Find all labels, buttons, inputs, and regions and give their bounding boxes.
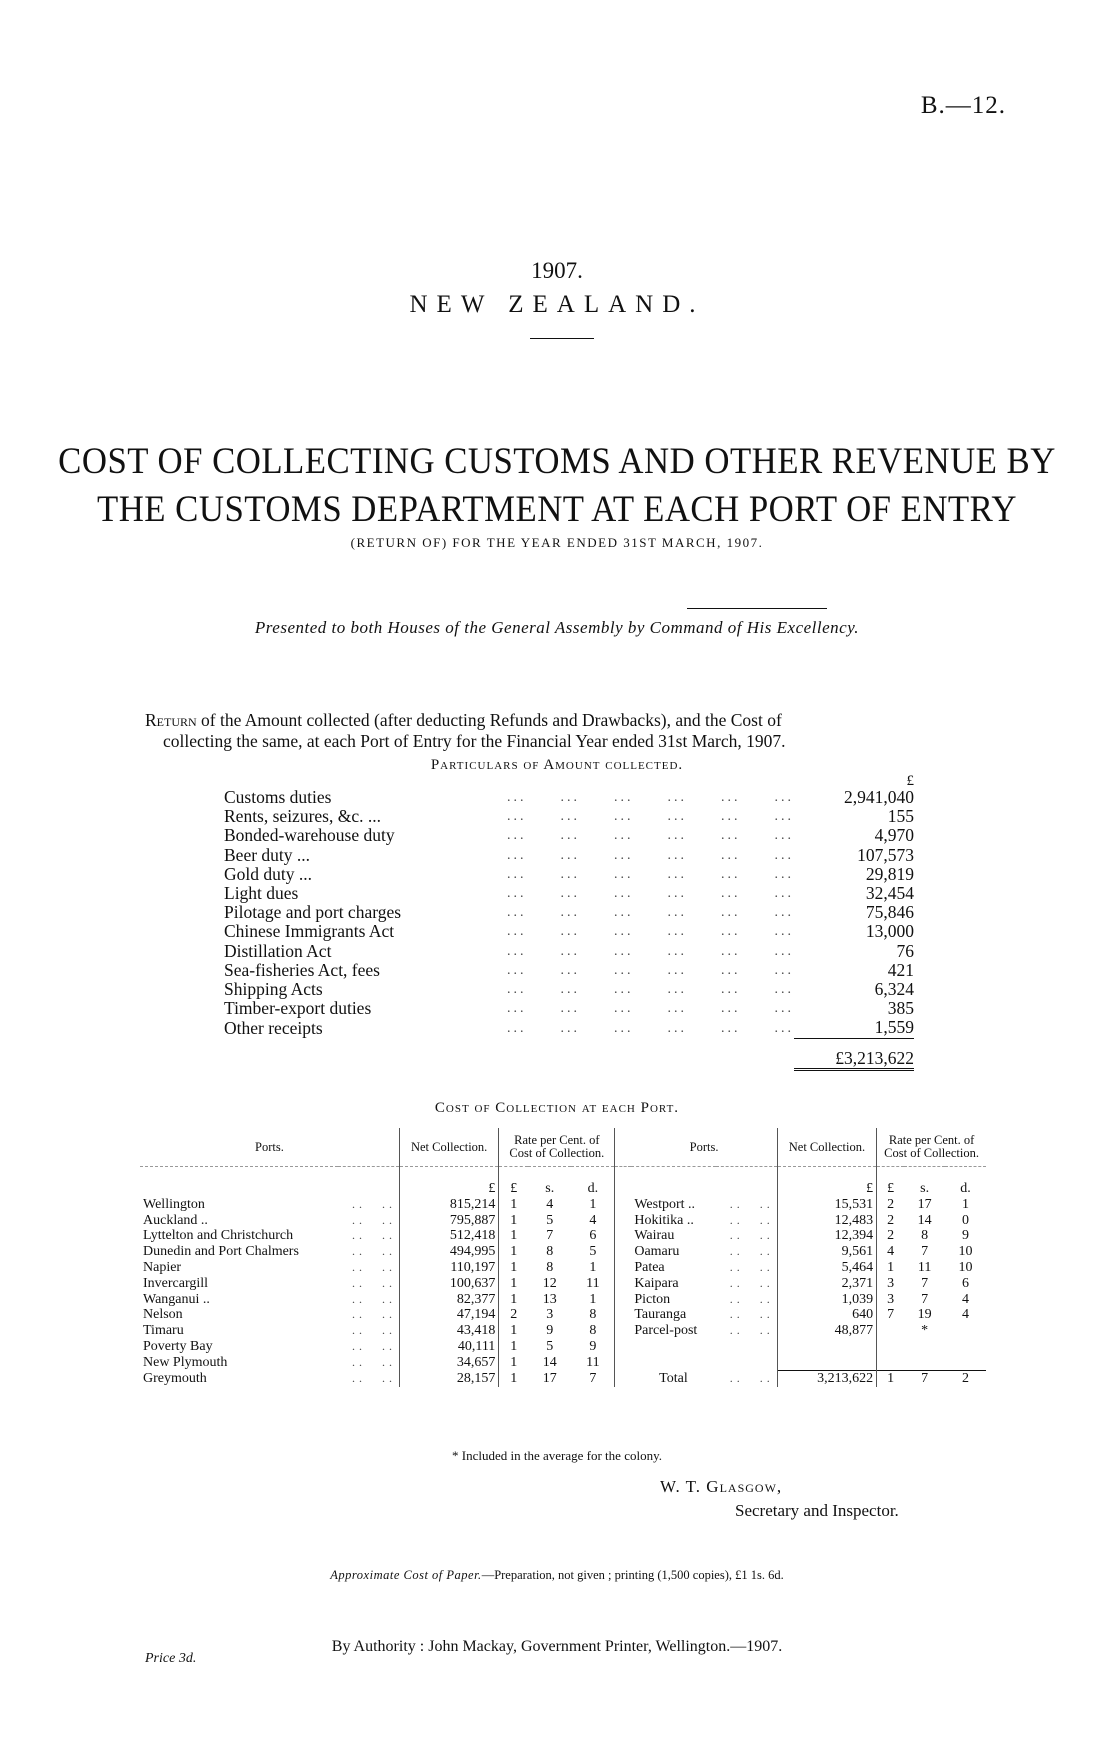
rate-pounds: 2: [877, 1228, 905, 1244]
particular-label: Beer duty ...: [224, 844, 311, 865]
cost-table: [140, 1128, 986, 1387]
port-name: Lyttelton and Christchurch: [143, 1228, 294, 1244]
rate-pounds: 1: [499, 1276, 528, 1292]
total-net: 3,213,622: [777, 1371, 876, 1387]
rate-pounds: 1: [877, 1260, 905, 1276]
leader-dots: .. ..: [351, 1275, 396, 1290]
particulars-row: [224, 807, 914, 826]
leader-dots: .. ..: [729, 1307, 774, 1322]
unit-s: s.: [545, 1181, 555, 1196]
rate-shillings: 7: [921, 1291, 929, 1307]
net-collection: 795,887: [399, 1213, 498, 1229]
price: Price 3d.: [145, 1651, 197, 1666]
table-row: [140, 1228, 986, 1244]
port-name: Parcel-post: [634, 1323, 698, 1339]
rate-pence: 5: [589, 1244, 597, 1260]
rate-shillings: *: [921, 1323, 929, 1339]
leader-dots: ... ... ... ... ... ...: [507, 790, 794, 805]
port-name: Wanganui ..: [143, 1291, 210, 1307]
return-intro: [145, 710, 990, 752]
particulars-total-row: [224, 1038, 914, 1069]
port-name: Poverty Bay: [143, 1338, 213, 1354]
particulars-table: [224, 774, 914, 1075]
particulars-rows: [224, 788, 914, 1038]
net-collection: 494,995: [399, 1244, 498, 1260]
rate-shillings: 4: [546, 1196, 554, 1212]
cost-rows: [140, 1167, 986, 1387]
units-row: [140, 1167, 986, 1197]
particular-label: Distillation Act: [224, 940, 332, 961]
net-header-left: Net Collection.: [399, 1128, 498, 1167]
rate-pounds: 1: [499, 1197, 528, 1213]
port-name: Picton: [634, 1291, 671, 1307]
total-label: Total: [659, 1370, 688, 1386]
year: 1907.: [531, 258, 583, 283]
rate-pence: 6: [962, 1275, 970, 1291]
presented-line: Presented to both Houses of the General Assembly by Command of His Excellency.: [254, 618, 860, 637]
rate-pence: 4: [589, 1212, 597, 1228]
particulars-row: [224, 1018, 914, 1038]
empty-cell: [877, 1339, 905, 1355]
rate-shillings: 9: [546, 1323, 554, 1339]
leader-dots: .. ..: [351, 1196, 396, 1211]
leader-dots: .. ..: [351, 1307, 396, 1322]
rate-pounds: 1: [499, 1228, 528, 1244]
unit-d: d.: [960, 1181, 971, 1196]
unit-l: £: [877, 1167, 905, 1197]
rate-pounds: 1: [499, 1260, 528, 1276]
unit-label: £: [906, 773, 914, 789]
particular-value: 385: [887, 998, 914, 1019]
total-rate-pounds: 1: [877, 1371, 905, 1387]
rate-pence: 4: [962, 1291, 970, 1307]
rate-pounds: 1: [499, 1213, 528, 1229]
rate-pounds: 7: [877, 1307, 905, 1323]
rate-pence: [945, 1323, 986, 1339]
port-name: Patea: [634, 1259, 665, 1275]
particular-label: Customs duties: [224, 787, 332, 807]
country: NEW ZEALAND.: [409, 291, 705, 318]
leader-dots: .. ..: [351, 1212, 396, 1227]
net-collection: 15,531: [777, 1197, 876, 1213]
leader-dots: .. ..: [729, 1259, 774, 1274]
rate-shillings: 17: [542, 1370, 557, 1386]
unit-pound: £: [399, 1167, 498, 1197]
divider: [687, 608, 827, 609]
rate-pounds: [877, 1323, 905, 1339]
particular-label: Timber-export duties: [224, 998, 372, 1019]
net-collection: 815,214: [399, 1197, 498, 1213]
particular-value: 76: [896, 940, 914, 961]
leader-dots: .. ..: [729, 1275, 774, 1290]
particular-value: 32,454: [865, 883, 914, 904]
approx-label: Approximate Cost of Paper.: [330, 1568, 482, 1582]
rate-pounds: 1: [499, 1355, 528, 1371]
leader-dots: ... ... ... ... ... ...: [507, 962, 794, 978]
net-collection: 9,561: [777, 1244, 876, 1260]
particular-value: 107,573: [857, 844, 914, 865]
empty-cell: [631, 1355, 715, 1371]
rate-pounds: 1: [499, 1371, 528, 1387]
table-row: [140, 1307, 986, 1323]
footnote: * Included in the average for the colony.: [452, 1448, 662, 1463]
unit-l: £: [499, 1167, 528, 1197]
title-line-2: THE CUSTOMS DEPARTMENT AT EACH PORT OF ENTRY: [97, 489, 1017, 530]
cost-heading: Cost of Collection at each Port.: [434, 1100, 680, 1116]
net-collection: 100,637: [399, 1276, 498, 1292]
rate-pounds: 2: [877, 1197, 905, 1213]
net-collection: 12,394: [777, 1228, 876, 1244]
port-name: Tauranga: [634, 1307, 687, 1323]
rate-shillings: 8: [546, 1259, 554, 1275]
leader-dots: .. ..: [351, 1354, 396, 1369]
table-row: [140, 1276, 986, 1292]
intro-text: of the Amount collected (after deducting Refunds and Drawbacks), and the Cost of: [196, 710, 782, 730]
leader-dots: .. ..: [729, 1228, 774, 1243]
particular-value: 155: [887, 806, 914, 827]
table-row: [140, 1323, 986, 1339]
document-reference: B.—12.: [920, 92, 1006, 119]
particular-value: 75,846: [865, 902, 914, 923]
leader-dots: ... ... ... ... ... ...: [507, 924, 794, 940]
net-collection: 28,157: [399, 1371, 498, 1387]
port-name: Napier: [143, 1259, 182, 1275]
rate-shillings: 7: [921, 1244, 929, 1260]
rate-shillings: 14: [542, 1354, 557, 1370]
net-collection: 512,418: [399, 1228, 498, 1244]
particular-label: Rents, seizures, &c. ...: [224, 806, 381, 827]
rate-shillings: 14: [917, 1212, 932, 1228]
net-collection: 82,377: [399, 1292, 498, 1308]
total-rate-pence: 2: [945, 1371, 986, 1387]
empty-cell: [777, 1355, 876, 1371]
leader-dots: .. ..: [351, 1244, 396, 1259]
leader-dots: ... ... ... ... ... ...: [507, 905, 794, 921]
rate-pence: 1: [589, 1259, 597, 1275]
empty-cell: [631, 1339, 715, 1355]
particular-value: 1,559: [874, 1017, 914, 1038]
rate-shillings: 8: [546, 1244, 554, 1260]
leader-dots: .. ..: [729, 1323, 774, 1338]
port-name: Auckland ..: [143, 1212, 208, 1228]
leader-dots: .. ..: [729, 1291, 774, 1306]
leader-dots: .. ..: [729, 1244, 774, 1259]
port-name: Greymouth: [143, 1370, 207, 1386]
net-collection: 110,197: [399, 1260, 498, 1276]
rate-pence: 10: [958, 1244, 973, 1260]
empty-cell: [904, 1355, 945, 1371]
particulars-row: [224, 865, 914, 884]
particulars-row: [224, 980, 914, 999]
empty-cell: [777, 1339, 876, 1355]
rate-pence: 1: [962, 1196, 970, 1212]
particular-value: 421: [887, 959, 914, 980]
empty-cell: [945, 1339, 986, 1355]
particular-label: Pilotage and port charges: [224, 902, 402, 923]
leader-dots: .. ..: [351, 1291, 396, 1306]
leader-dots: .. ..: [351, 1370, 396, 1385]
table-row: [140, 1355, 986, 1371]
rate-pence: 9: [962, 1228, 970, 1244]
port-name: Hokitika ..: [634, 1212, 694, 1228]
net-collection: 640: [777, 1307, 876, 1323]
particulars-row: [224, 942, 914, 961]
leader-dots: ... ... ... ... ... ...: [507, 943, 794, 959]
port-name: Oamaru: [634, 1244, 680, 1260]
table-row: [140, 1371, 986, 1387]
rate-shillings: 13: [542, 1291, 557, 1307]
subtitle: (RETURN OF) FOR THE YEAR ENDED 31ST MARCH, 1907.: [350, 535, 764, 550]
rate-shillings: 11: [917, 1259, 932, 1275]
port-name: New Plymouth: [143, 1354, 228, 1370]
title-line-1: COST OF COLLECTING CUSTOMS AND OTHER REVENUE BY: [58, 441, 1056, 482]
particular-label: Light dues: [224, 883, 299, 904]
rate-shillings: 7: [546, 1228, 554, 1244]
leader-dots: .. ..: [729, 1212, 774, 1227]
rate-header-right: Rate per Cent. of Cost of Collection.: [877, 1128, 986, 1167]
empty-cell: [877, 1355, 905, 1371]
rate-pence: 9: [589, 1338, 597, 1354]
rate-pounds: 1: [499, 1339, 528, 1355]
particulars-row: [224, 884, 914, 903]
divider: [530, 338, 594, 339]
empty-cell: [716, 1339, 778, 1355]
intro-lead: Return: [145, 710, 197, 730]
approximate-cost: [0, 1568, 1114, 1583]
port-name: Timaru: [143, 1323, 184, 1339]
ports-header-left: Ports.: [140, 1128, 399, 1167]
particulars-row: [224, 788, 914, 807]
cost-header-row: [140, 1128, 986, 1167]
rate-pence: 11: [586, 1354, 600, 1370]
rate-pounds: 1: [499, 1292, 528, 1308]
net-collection: 5,464: [777, 1260, 876, 1276]
rate-pence: 1: [589, 1291, 597, 1307]
particular-label: Bonded-warehouse duty: [224, 825, 395, 846]
total-rate-shillings: 7: [904, 1371, 945, 1387]
net-collection: 2,371: [777, 1276, 876, 1292]
rate-shillings: 7: [921, 1275, 929, 1291]
table-row: [140, 1197, 986, 1213]
rate-header-left: Rate per Cent. of Cost of Collection.: [499, 1128, 615, 1167]
table-row: [140, 1260, 986, 1276]
net-collection: 47,194: [399, 1307, 498, 1323]
empty-cell: [716, 1355, 778, 1371]
port-name: Nelson: [143, 1307, 183, 1323]
particular-value: 2,941,040: [844, 787, 914, 807]
particulars-row: [224, 826, 914, 845]
rate-pounds: 2: [499, 1307, 528, 1323]
leader-dots: ... ... ... ... ... ...: [507, 1001, 794, 1017]
net-collection: 43,418: [399, 1323, 498, 1339]
particulars-row: [224, 903, 914, 922]
particular-value: 13,000: [865, 921, 914, 942]
rate-pounds: 4: [877, 1244, 905, 1260]
rate-pence: 10: [958, 1259, 973, 1275]
rate-pence: 11: [586, 1275, 600, 1291]
particular-value: 6,324: [874, 979, 914, 1000]
rate-shillings: 5: [546, 1212, 554, 1228]
unit-s: s.: [920, 1181, 930, 1196]
rate-shillings: 12: [542, 1275, 557, 1291]
rate-pence: 1: [589, 1196, 597, 1212]
rate-pounds: 1: [499, 1244, 528, 1260]
net-collection: 1,039: [777, 1292, 876, 1308]
rate-pounds: 2: [877, 1213, 905, 1229]
approx-text: —Preparation, not given ; printing (1,500 copies), £1 1s. 6d.: [481, 1568, 784, 1582]
leader-dots: ... ... ... ... ... ...: [507, 886, 794, 902]
rate-pounds: 3: [877, 1276, 905, 1292]
leader-dots: .. ..: [729, 1370, 774, 1385]
port-name: Kaipara: [634, 1275, 679, 1291]
port-name: Dunedin and Port Chalmers: [143, 1244, 299, 1260]
unit-pound: £: [777, 1167, 876, 1197]
particular-label: Sea-fisheries Act, fees: [224, 959, 380, 980]
leader-dots: .. ..: [351, 1338, 396, 1353]
particulars-row: [224, 846, 914, 865]
leader-dots: ... ... ... ... ... ...: [507, 828, 794, 844]
leader-dots: ... ... ... ... ... ...: [507, 809, 794, 825]
net-collection: 34,657: [399, 1355, 498, 1371]
leader-dots: ... ... ... ... ... ...: [507, 847, 794, 863]
rate-pence: 6: [589, 1228, 597, 1244]
unit-row: [224, 774, 914, 788]
particulars-row: [224, 961, 914, 980]
leader-dots: .. ..: [351, 1228, 396, 1243]
particular-value: 4,970: [874, 825, 914, 846]
rate-shillings: 3: [546, 1307, 554, 1323]
leader-dots: ... ... ... ... ... ...: [507, 982, 794, 998]
leader-dots: .. ..: [351, 1259, 396, 1274]
total-underline-row: [224, 1069, 914, 1075]
printer-authority: By Authority : John Mackay, Government Printer, Wellington.—1907.: [331, 1638, 783, 1655]
empty-cell: [904, 1339, 945, 1355]
unit-d: d.: [587, 1181, 599, 1196]
particulars-total: £3,213,622: [794, 1038, 914, 1069]
table-row: [140, 1339, 986, 1355]
leader-dots: ... ... ... ... ... ...: [507, 1020, 794, 1036]
rate-shillings: 8: [921, 1228, 929, 1244]
particular-label: Shipping Acts: [224, 979, 323, 1000]
leader-dots: .. ..: [729, 1196, 774, 1211]
table-row: [140, 1244, 986, 1260]
port-name: Wairau: [634, 1228, 675, 1244]
particular-label: Chinese Immigrants Act: [224, 921, 395, 942]
total-underline: [794, 1069, 914, 1075]
net-header-right: Net Collection.: [777, 1128, 876, 1167]
particular-label: Other receipts: [224, 1017, 323, 1038]
net-collection: 40,111: [399, 1339, 498, 1355]
table-row: [140, 1213, 986, 1229]
rate-shillings: 5: [546, 1338, 554, 1354]
port-name: Invercargill: [143, 1275, 209, 1291]
particular-value: 29,819: [865, 863, 914, 884]
net-collection: 12,483: [777, 1213, 876, 1229]
leader-dots: ... ... ... ... ... ...: [507, 866, 794, 882]
rate-pence: 8: [589, 1307, 597, 1323]
empty-cell: [945, 1355, 986, 1371]
net-collection: 48,877: [777, 1323, 876, 1339]
intro-text-continued: collecting the same, at each Port of Entry for the Financial Year ended 31st March, 1907.: [163, 731, 786, 751]
particulars-row: [224, 922, 914, 941]
rate-pence: 7: [589, 1370, 597, 1386]
rate-shillings: 17: [917, 1196, 932, 1212]
rate-pence: 8: [589, 1323, 597, 1339]
ports-header-right: Ports.: [631, 1128, 777, 1167]
rate-pounds: 3: [877, 1292, 905, 1308]
particulars-heading: Particulars of Amount collected.: [430, 757, 684, 773]
rate-shillings: 19: [917, 1307, 932, 1323]
port-name: Westport ..: [634, 1196, 696, 1212]
rate-pounds: 1: [499, 1323, 528, 1339]
particulars-row: [224, 999, 914, 1018]
rate-pence: 4: [962, 1307, 970, 1323]
port-name: Wellington: [143, 1196, 205, 1212]
signature-name: W. T. Glasgow,: [660, 1477, 783, 1496]
signature-title: Secretary and Inspector.: [735, 1501, 899, 1520]
rate-pence: 0: [962, 1212, 970, 1228]
leader-dots: .. ..: [351, 1323, 396, 1338]
table-row: [140, 1292, 986, 1308]
particular-label: Gold duty ...: [224, 863, 312, 884]
